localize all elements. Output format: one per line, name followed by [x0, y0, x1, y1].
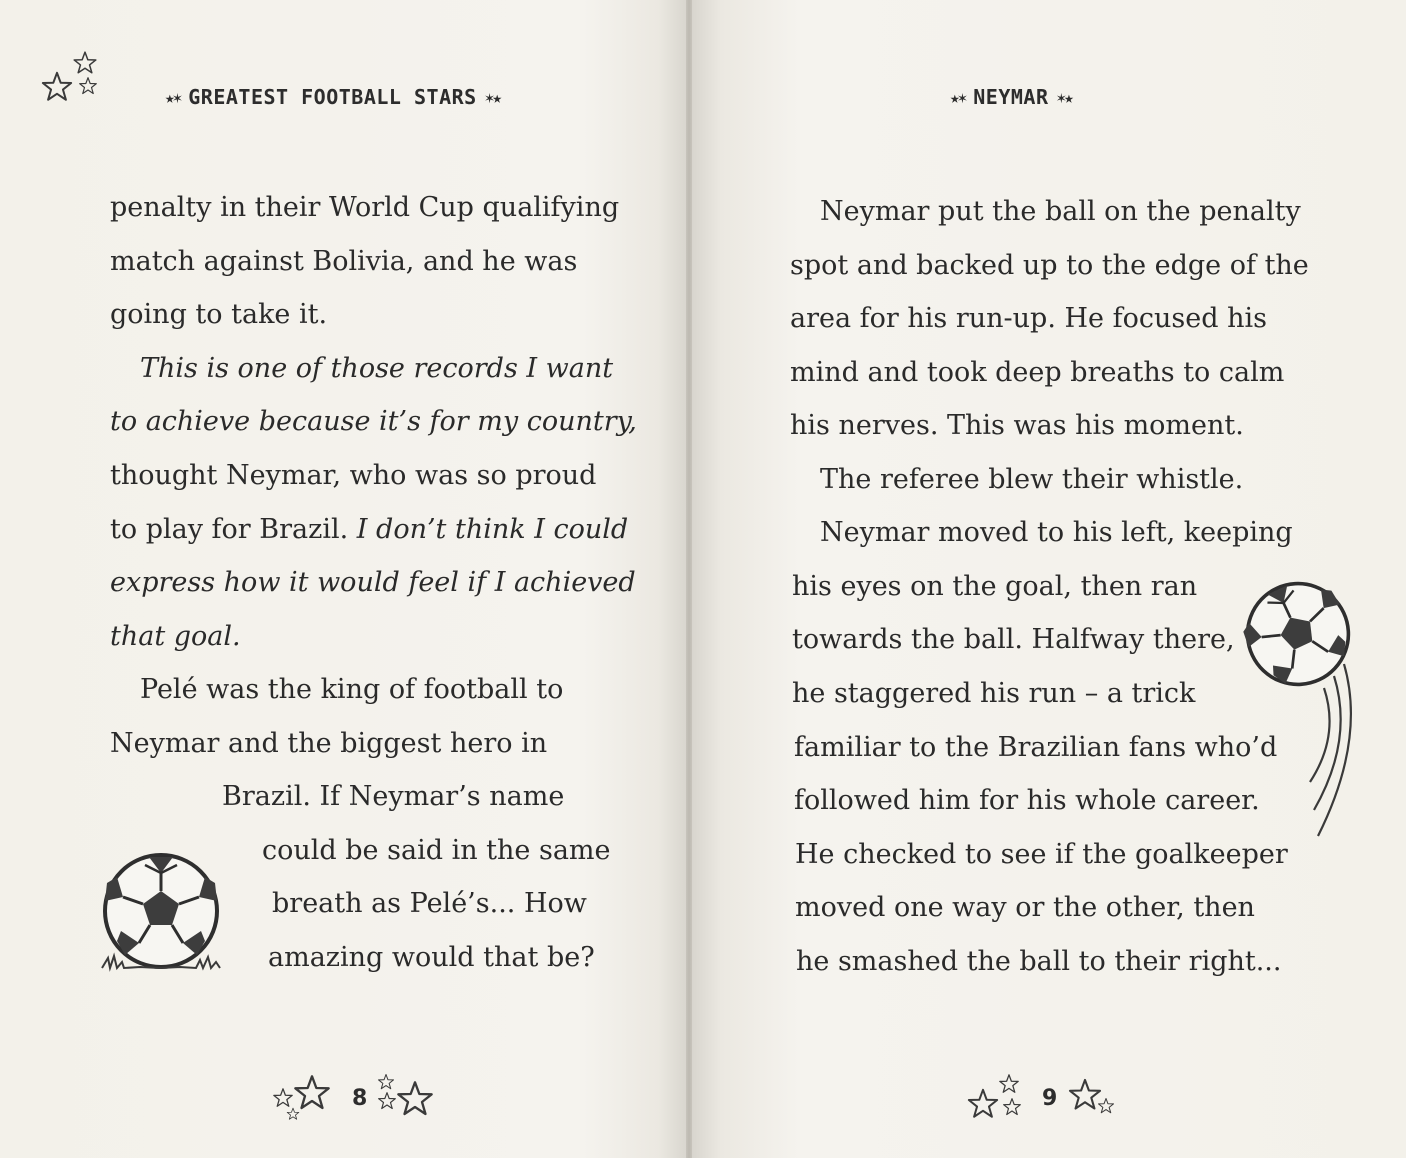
text-line: he staggered his run – a trick	[792, 678, 1196, 709]
text-line: going to take it.	[110, 299, 328, 330]
text-line: area for his run-up. He focused his	[790, 303, 1267, 334]
text-line: followed him for his whole career.	[794, 785, 1260, 816]
text-line: match against Bolivia, and he was	[110, 246, 578, 277]
right-page	[692, 0, 1406, 1158]
star-cluster-icon	[377, 1073, 447, 1123]
head-star-icon: ✶★	[484, 87, 500, 107]
text-line: mind and took deep breaths to calm	[790, 357, 1285, 388]
grass-icon	[100, 950, 225, 972]
text-line	[110, 513, 628, 547]
text-line: he smashed the ball to their right...	[796, 946, 1282, 977]
head-star-icon: ★✶	[950, 87, 966, 107]
star-cluster-icon	[962, 1073, 1032, 1123]
running-head-title: NEYMAR	[973, 85, 1049, 109]
text-line: Neymar moved to his left, keeping	[820, 517, 1293, 548]
motion-lines-icon	[1304, 660, 1370, 840]
star-cluster-icon	[38, 50, 108, 110]
text-line: Pelé was the king of football to	[140, 674, 564, 705]
text-line: familiar to the Brazilian fans who’d	[794, 732, 1278, 763]
text-line: amazing would that be?	[268, 942, 595, 973]
text-line: penalty in their World Cup qualifying	[110, 192, 620, 223]
head-star-icon: ★✶	[165, 87, 181, 107]
text-line: Neymar put the ball on the penalty	[820, 196, 1301, 227]
text-line-italic: express how it would feel if I achieved	[110, 567, 636, 598]
running-head	[950, 82, 1072, 112]
text-line: could be said in the same	[262, 835, 611, 866]
page-number: 9	[1042, 1085, 1058, 1111]
text-line-italic: that goal.	[110, 621, 241, 652]
text-line: breath as Pelé’s... How	[272, 888, 587, 919]
text-line: spot and backed up to the edge of the	[790, 250, 1309, 281]
text-line: towards the ball. Halfway there,	[792, 624, 1235, 655]
star-cluster-icon	[272, 1073, 342, 1123]
star-cluster-icon	[1067, 1073, 1127, 1123]
text-line: The referee blew their whistle.	[820, 464, 1244, 495]
text-line-italic: to achieve because it’s for my country,	[110, 406, 637, 437]
head-star-icon: ✶★	[1056, 87, 1072, 107]
page-number-footer	[962, 1073, 1127, 1123]
text-line: thought Neymar, who was so proud	[110, 460, 597, 491]
text-line: moved one way or the other, then	[795, 892, 1255, 923]
text-line: Neymar and the biggest hero in	[110, 728, 548, 759]
text-line: his nerves. This was his moment.	[790, 410, 1244, 441]
text-span-italic: I don’t think I could	[356, 514, 629, 545]
left-page	[0, 0, 686, 1158]
text-span: to play for Brazil.	[110, 514, 357, 545]
running-head-title: GREATEST FOOTBALL STARS	[188, 85, 477, 109]
text-line: Brazil. If Neymar’s name	[222, 781, 565, 812]
text-line: He checked to see if the goalkeeper	[795, 839, 1288, 870]
running-head	[165, 82, 500, 112]
text-line-italic: This is one of those records I want	[140, 353, 614, 384]
page-number-footer	[272, 1073, 447, 1123]
text-line: his eyes on the goal, then ran	[792, 571, 1198, 602]
page-number: 8	[352, 1085, 368, 1111]
